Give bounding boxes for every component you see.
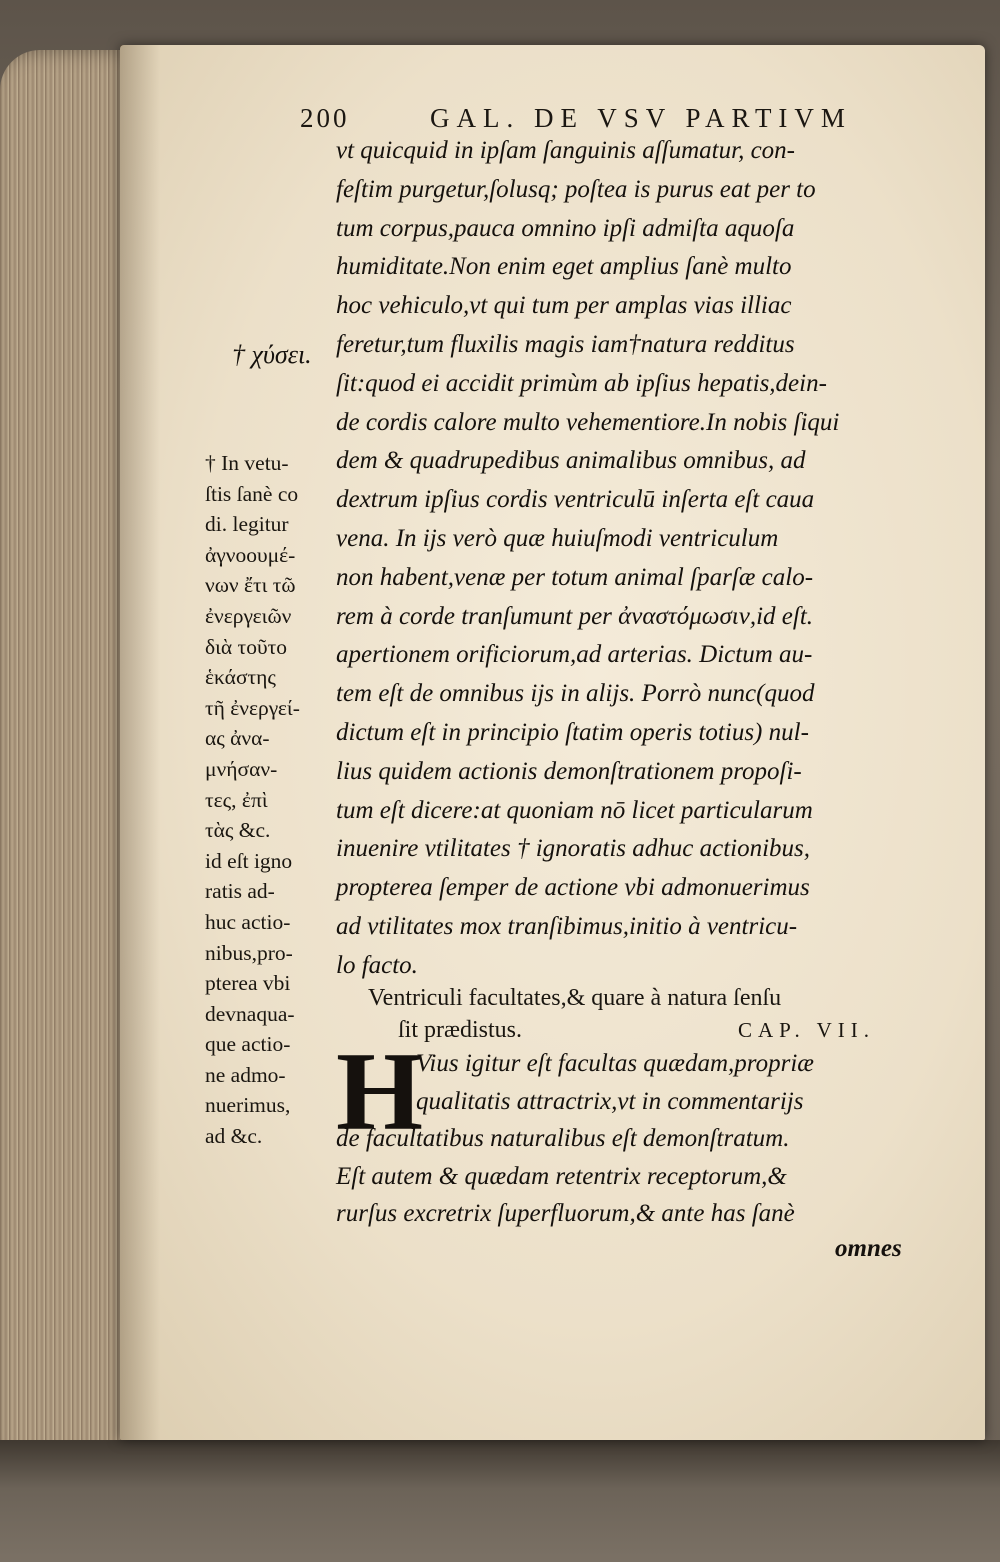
text-line: vena. In ijs verò quæ huiuſmodi ventriculum xyxy=(336,524,779,552)
margin-line: ἀγνοουμέ- xyxy=(205,542,296,567)
margin-line: νων ἔτι τῶ xyxy=(205,573,296,598)
margin-line: τες, ἐπὶ xyxy=(205,787,268,812)
chapter-heading xyxy=(368,982,876,1046)
margin-line: ſtis ſanè co xyxy=(205,481,299,506)
margin-line: ας ἀνα- xyxy=(205,726,270,751)
text-line: de cordis calore multo vehementiore.In nobis ſiqui xyxy=(336,408,840,436)
drop-capital: H xyxy=(336,1030,424,1154)
main-text-block xyxy=(336,132,936,986)
text-line: humiditate.Non enim eget amplius ſanè multo xyxy=(336,253,792,281)
margin-line: τῆ ἐνεργεί- xyxy=(205,695,300,720)
catchword: omnes xyxy=(835,1235,902,1262)
chapter-heading-line: ſit prædistus. xyxy=(398,1017,523,1043)
text-line: Vius igitur eſt facultas quædam,propriæ xyxy=(416,1050,814,1077)
text-line: ſit:quod ei accidit primùm ab ipſius hepatis,dein- xyxy=(336,369,827,397)
text-line: feſtim purgetur,ſolusq; poſtea is purus eat per to xyxy=(336,175,816,203)
margin-line: nuerimus, xyxy=(205,1093,291,1118)
text-line: hoc vehiculo,vt qui tum per amplas vias illiac xyxy=(336,292,792,320)
margin-line: di. legitur xyxy=(205,512,289,537)
text-line: dictum eſt in principio ſtatim operis totius) nul- xyxy=(336,718,809,746)
margin-line: ἐνεργειῶν xyxy=(205,603,292,628)
text-line: tum eſt dicere:at quoniam nō licet particularum xyxy=(336,796,813,824)
running-title: GAL. DE VSV PARTIVM xyxy=(430,103,852,133)
margin-line: † In vetu- xyxy=(205,451,289,475)
margin-line: τὰς &c. xyxy=(205,818,271,843)
margin-line: nibus,pro- xyxy=(205,940,293,965)
margin-line: huc actio- xyxy=(205,909,291,934)
margin-line: devnaqua- xyxy=(205,1001,295,1026)
book-page-edges xyxy=(0,50,140,1470)
chapter-number: CAP. VII. xyxy=(738,1018,876,1042)
text-line: inuenire vtilitates † ignoratis adhuc actionibus, xyxy=(336,835,811,863)
marginal-note xyxy=(205,448,340,1152)
chapter-text-block xyxy=(336,1045,936,1233)
margin-line: ratis ad- xyxy=(205,879,275,904)
text-line: rem à corde tranſumunt per ἀναστόμωσιν,id eſt. xyxy=(336,602,814,630)
text-line: dem & quadrupedibus animalibus omnibus, ad xyxy=(336,447,806,475)
margin-line: que actio- xyxy=(205,1032,291,1057)
text-line: apertionem orificiorum,ad arterias. Dictum au- xyxy=(336,641,813,669)
chapter-heading-line: Ventriculi facultates,& quare à natura ſenſu xyxy=(368,985,782,1011)
text-line: rurſus excretrix ſuperfluorum,& ante has ſanè xyxy=(336,1200,795,1227)
text-line: lo facto. xyxy=(336,951,418,979)
text-line: ad vtilitates mox tranſibimus,initio à ventricu- xyxy=(336,912,798,940)
text-line: de facultatibus naturalibus eſt demonſtratum. xyxy=(336,1125,790,1152)
page-gutter-shadow xyxy=(120,45,160,1440)
text-line: qualitatis attractrix,vt in commentarijs xyxy=(416,1087,804,1115)
margin-line: διὰ τοῦτο xyxy=(205,634,287,659)
margin-line: ad &c. xyxy=(205,1124,263,1149)
margin-line: ἑκάστης xyxy=(205,665,276,690)
text-line: tum corpus,pauca omnino ipſi admiſta aquoſa xyxy=(336,214,795,242)
text-line: tem eſt de omnibus ijs in alijs. Porrò nunc(quod xyxy=(336,680,815,708)
margin-line: id eſt igno xyxy=(205,848,293,873)
margin-line: μνήσαν- xyxy=(205,756,278,781)
text-line: Eſt autem & quædam retentrix receptorum,& xyxy=(336,1162,787,1190)
text-line: dextrum ipſius cordis ventriculū inſerta eſt caua xyxy=(336,486,815,514)
text-line: vt quicquid in ipſam ſanguinis aſſumatur, con- xyxy=(336,137,796,164)
margin-line: pterea vbi xyxy=(205,971,291,996)
book-bottom-edge xyxy=(0,1440,1000,1562)
text-line: feretur,tum fluxilis magis iam†natura redditus xyxy=(336,330,795,358)
text-line: non habent,venæ per totum animal ſparſæ calo- xyxy=(336,563,814,591)
text-line: propterea ſemper de actione vbi admonuerimus xyxy=(336,874,810,902)
text-line: lius quidem actionis demonſtrationem propoſi- xyxy=(336,757,802,785)
page-number: 200 xyxy=(300,103,350,133)
marginal-greek-gloss: † χύσει. xyxy=(232,340,312,369)
margin-line: ne admo- xyxy=(205,1062,286,1087)
